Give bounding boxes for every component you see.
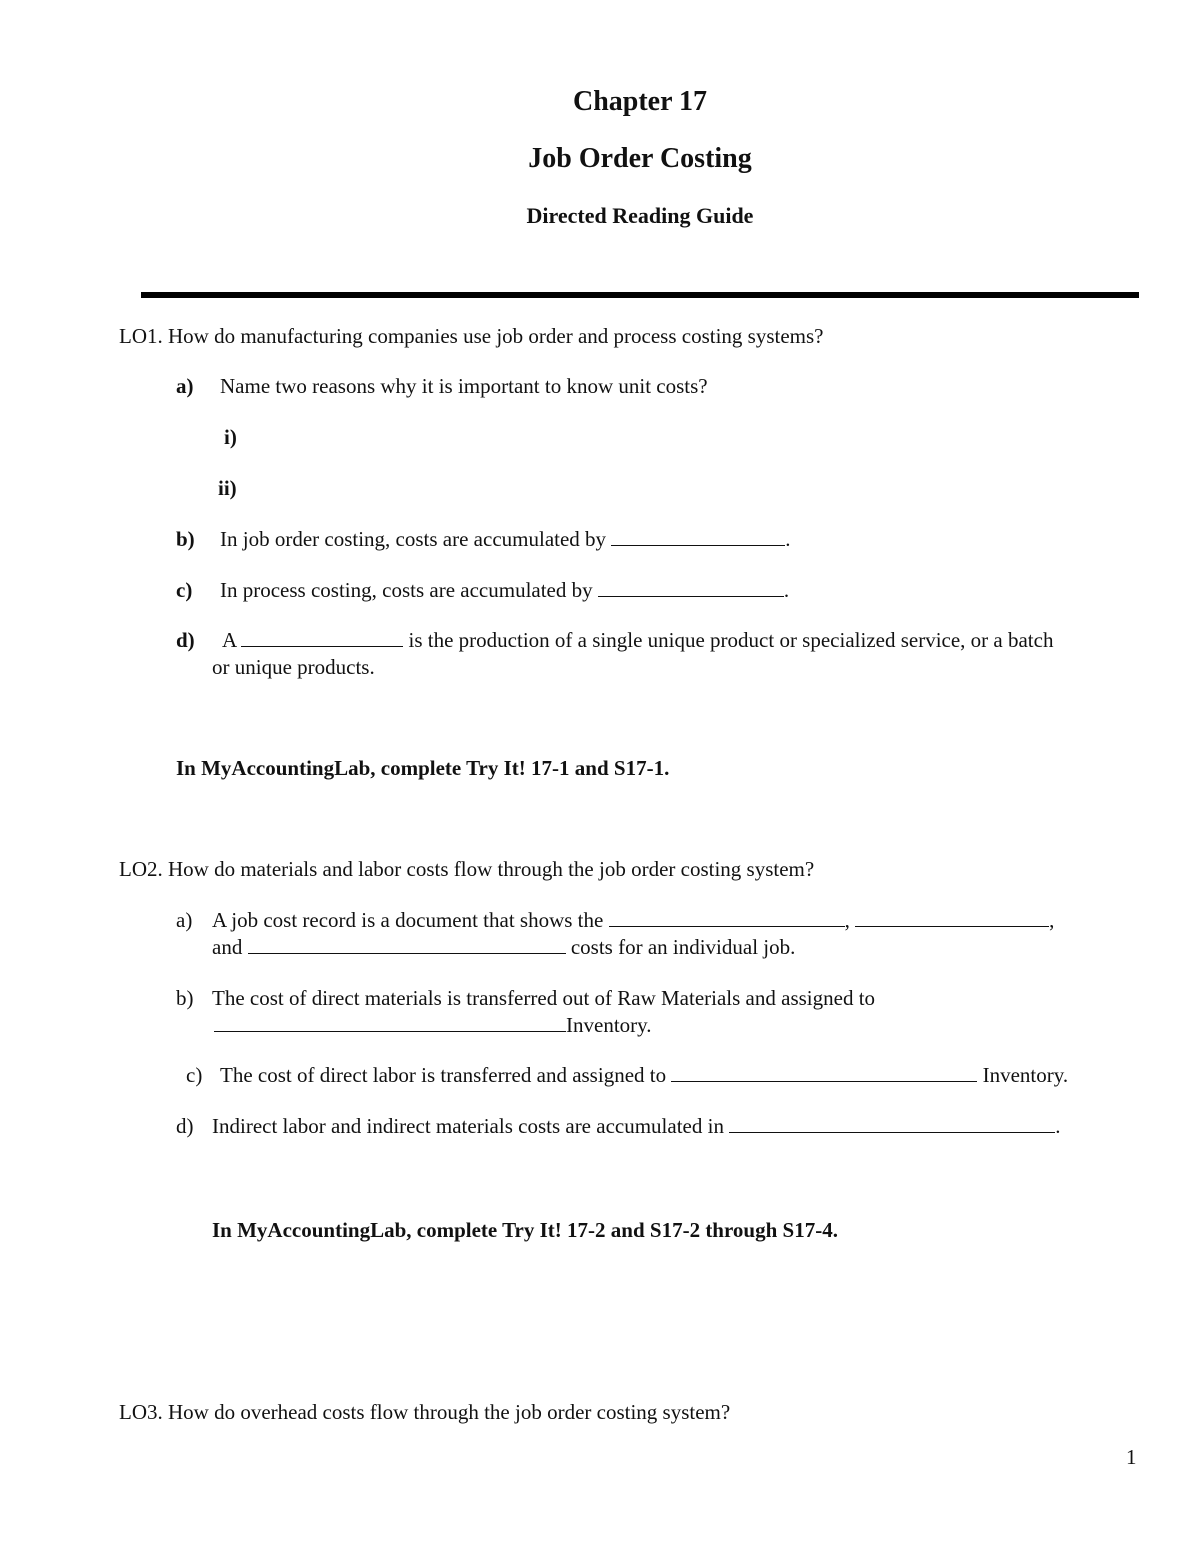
chapter-heading: Chapter 17	[572, 86, 708, 117]
lo1-b-line	[220, 526, 791, 552]
lo2-a-marker: a)	[176, 908, 193, 932]
lo1-lab-note: In MyAccountingLab, complete Try It! 17-1 and S17-1.	[176, 756, 670, 780]
lo1-b-marker: b)	[176, 527, 195, 551]
page-title: Job Order Costing	[528, 143, 752, 174]
lo2-b-end: Inventory.	[566, 1013, 652, 1037]
lo1-c-end: .	[783, 578, 790, 602]
lo2-a-line2	[212, 934, 795, 960]
lo1-question: LO1. How do manufacturing companies use job order and process costing systems?	[119, 324, 824, 348]
lo2-b-text: The cost of direct materials is transferred out of Raw Materials and assigned to	[212, 986, 876, 1010]
lo2-c-marker: c)	[186, 1063, 203, 1087]
lo1-c-marker: c)	[176, 578, 193, 602]
lo1-ii-marker: ii)	[218, 476, 237, 500]
lo1-c-line	[220, 577, 789, 603]
lo1-d-line	[222, 627, 1053, 653]
lo2-a-comma-2: ,	[1049, 908, 1055, 932]
lo2-question: LO2. How do materials and labor costs flow through the job order costing system?	[119, 857, 815, 881]
lo2-c-text: The cost of direct labor is transferred and assigned to	[220, 1063, 667, 1087]
lo2-c-blank[interactable]	[671, 1063, 977, 1082]
lo2-c-line	[220, 1062, 1068, 1088]
lo2-a-line	[212, 907, 1054, 933]
lo1-c-blank[interactable]	[598, 578, 784, 597]
lo2-d-end: .	[1055, 1114, 1061, 1138]
lo2-d-blank[interactable]	[729, 1114, 1055, 1133]
lo1-d-pre: A	[222, 628, 237, 652]
lo1-b-text: In job order costing, costs are accumulated by	[220, 527, 607, 551]
lo2-a-comma-1: ,	[844, 908, 850, 932]
lo2-a-text: A job cost record is a document that shows the	[212, 908, 604, 932]
lo3-question: LO3. How do overhead costs flow through the job order costing system?	[119, 1400, 731, 1424]
lo1-c-text: In process costing, costs are accumulated by	[220, 578, 593, 602]
lo1-d-marker: d)	[176, 628, 195, 652]
lo1-d-post: is the production of a single unique product or specialized service, or a batch	[408, 628, 1054, 652]
lo1-i-marker: i)	[224, 425, 237, 449]
lo2-d-marker: d)	[176, 1114, 194, 1138]
lo2-a-blank-1[interactable]	[609, 908, 845, 927]
lo2-a-end: costs for an individual job.	[570, 935, 796, 959]
header-divider	[141, 292, 1139, 298]
page-subtitle: Directed Reading Guide	[526, 203, 754, 228]
lo2-d-text: Indirect labor and indirect materials costs are accumulated in	[212, 1114, 724, 1138]
lo2-a-and: and	[212, 935, 243, 959]
page-number: 1	[1126, 1445, 1137, 1469]
lo1-d-line2: or unique products.	[212, 655, 375, 679]
lo2-a-blank-2[interactable]	[855, 908, 1049, 927]
lo2-b-marker: b)	[176, 986, 194, 1010]
lo2-d-line	[212, 1113, 1060, 1139]
lo2-a-blank-3[interactable]	[248, 935, 566, 954]
lo1-d-blank[interactable]	[241, 628, 403, 647]
lo1-b-blank[interactable]	[611, 527, 785, 546]
lo1-b-end: .	[785, 527, 791, 551]
lo1-a-text: Name two reasons why it is important to know unit costs?	[220, 374, 708, 398]
lo2-b-line2	[214, 1012, 652, 1038]
lo2-lab-note: In MyAccountingLab, complete Try It! 17-2 and S17-2 through S17-4.	[212, 1218, 838, 1242]
lo1-a-marker: a)	[176, 374, 194, 398]
lo2-b-blank[interactable]	[214, 1013, 566, 1032]
lo2-c-end: Inventory.	[982, 1063, 1069, 1087]
